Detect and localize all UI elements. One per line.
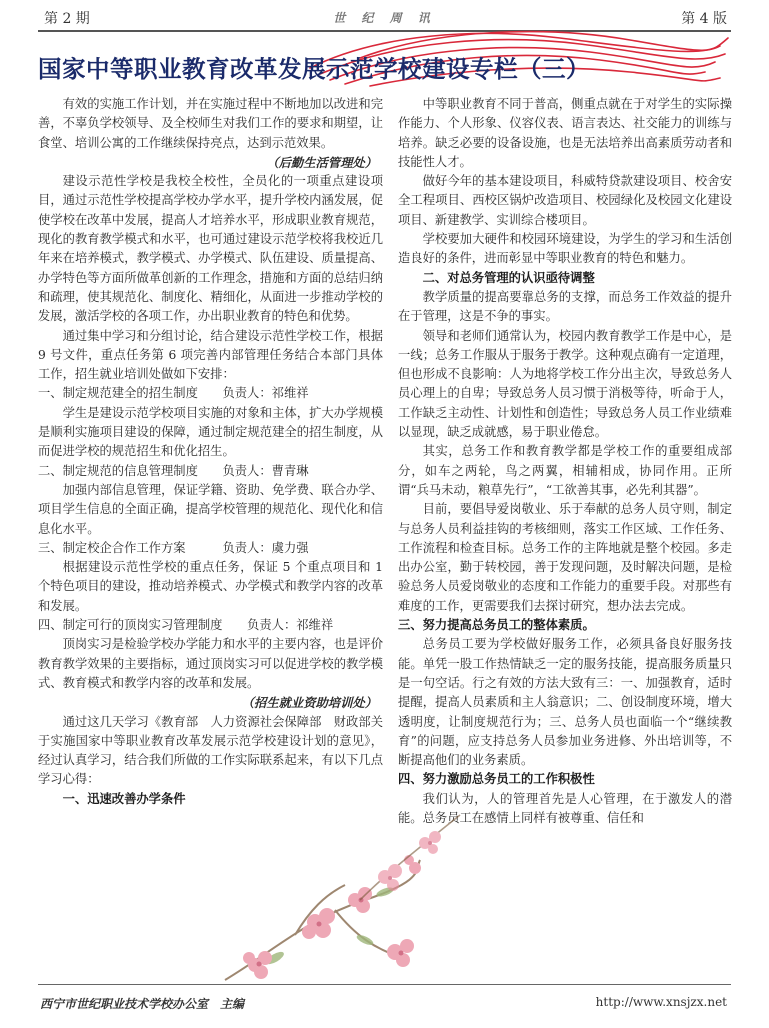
editor-credit: 西宁市世纪职业技术学校办公室 主编 bbox=[40, 997, 245, 1011]
newsletter-name: 世 纪 周 讯 bbox=[333, 11, 436, 25]
page-footer bbox=[38, 984, 731, 1016]
paragraph: 建设示范性学校是我校全校性，全员化的一项重点建设项目，通过示范性学校提高学校办学水平，提升学校内涵发展，促使学校在改革中发展，提高人才培养水平，形成职业教育规范，现化的教育教学模式和水平，也可通过建设示范学校将我校近几年来在培养模式，教学模式、办学模式、队伍建设、质量提高、办学特色等方面所做革创新的工作理念，措施和方面的总结归纳和疏理，使其规范化、制度化、精细化，从面进一步推动学校的发展，激活学校的各项工作，办出职业教育的特色和优势。 bbox=[38, 174, 383, 324]
paragraph: 目前，要倡导爱岗敬业、乐于奉献的总务人员守则，制定与总务人员利益挂钩的考核细则，落实工作区域、工作任务、工作流程和检查目标。总务工作的主阵地就是整个校园。多走出办公室，勤于转校园，善于发现问题，及时解决问题，是检验总务人员爱岗敬业的态度和工作能力的重要手段。对那些有难度的工作，更需要我们去探讨研究，想办法去完成。 bbox=[398, 502, 732, 613]
paragraph: 领导和老师们通常认为，校园内教育教学工作是中心，是一线；总务工作服从于服务于教学。这种观点确有一定道理，但也形成不良影响：人为地将学校工作分出主次，导致总务人员心理上的自卑；导致总务人员习惯于消极等待，听命于人，工作缺乏主动性、计划性和创造性；导致总务人员工作业绩难以显现，缺乏成就感，易于职业倦怠。 bbox=[398, 328, 732, 440]
website-url: http://www.xnsjzx.net bbox=[595, 995, 727, 1009]
department-signature: （后勤生活管理处） bbox=[266, 154, 377, 170]
task-item-title: 一、制定规范建全的招生制度 负责人：祁维祥 bbox=[38, 386, 309, 401]
paragraph: 有效的实施工作计划，并在实施过程中不断地加以改进和完善，不辜负学校领导、及全校师生对我们工作的要求和期望，让食堂、培训公寓的工作继续保持亮点，达到示范效果。 bbox=[38, 97, 383, 150]
paragraph: 做好今年的基本建设项目，科威特贷款建设项目、校舍安全工程项目、西校区锅炉改造项目、校园绿化及校园文化建设项目、新建教学、实训综合楼项目。 bbox=[398, 174, 732, 227]
task-item-desc: 学生是建设示范学校项目实施的对象和主体，扩大办学规模是顺利实施项目建设的保障，通过制定规范建全的招生制度，从而促进学校的规范招生和优化招生。 bbox=[38, 405, 383, 459]
task-item-title: 二、制定规范的信息管理制度 负责人：曹青琳 bbox=[38, 463, 309, 478]
right-column bbox=[398, 95, 732, 995]
task-item-title: 三、制定校企合作工作方案 负责人：虞力强 bbox=[38, 540, 309, 555]
task-item-title: 四、制定可行的顶岗实习管理制度 负责人：祁维祥 bbox=[38, 618, 334, 633]
task-item-desc: 加强内部信息管理，保证学籍、资助、免学费、联合办学、项目学生信息的全面正确，提高学校管理的规范化、现代化和信息化水平。 bbox=[38, 482, 383, 536]
section-heading: 一、迅速改善办学条件 bbox=[62, 791, 186, 806]
paragraph: 教学质量的提高要靠总务的支撑，而总务工作效益的提升在于管理，这是不争的事实。 bbox=[398, 289, 732, 324]
task-item-desc: 根据建设示范性学校的重点任务，保证 5 个重点项目和 1 个特色项目的建设，推动培养模式、办学模式和教学内容的改革和发展。 bbox=[38, 560, 383, 613]
page-number: 第 4 版 bbox=[681, 11, 727, 27]
paragraph: 中等职业教育不同于普高，侧重点就在于对学生的实际操作能力、个人形象、仪容仪表、语言表达、社交能力的训练与培养。缺乏必要的设备设施，也是无法培养出高素质劳动者和技能性人才。 bbox=[398, 97, 732, 169]
page-title: 国家中等职业教育改革发展示范学校建设专栏（三） bbox=[38, 55, 590, 83]
paragraph: 其实，总务工作和教育教学都是学校工作的重要组成部分，如车之两轮，鸟之两翼，相辅相成，协同作用。正所谓“兵马未动，粮草先行”，“工欲善其事，必先利其器”。 bbox=[398, 444, 732, 497]
paragraph: 总务员工要为学校做好服务工作，必须具备良好服务技能。单凭一股工作热情缺乏一定的服务技能，提高服务质量只是一句空话。行之有效的方法大致有三：一、加强教育，适时提醒，提高人员素质和主人翁意识；二、创设制度环境，增大透明度，让制度规范行为；三、总务人员也面临一个“继续教育”的问题，应支持总务人员参加业务进修、外出培训等，不断提高他们的业务素质。 bbox=[398, 637, 732, 768]
section-heading: 四、努力激励总务员工的工作积极性 bbox=[398, 772, 595, 787]
section-heading: 二、对总务管理的认识亟待调整 bbox=[422, 270, 595, 285]
paragraph: 学校要加大硬件和校园环境建设，为学生的学习和生活创造良好的条件，进而彰显中等职业教育的特色和魅力。 bbox=[398, 232, 732, 266]
task-item-desc: 顶岗实习是检验学校办学能力和水平的主要内容，也是评价教育教学效果的主要指标，通过顶岗实习可以促进学校的教学模式、教育模式和教学内容的改革和发展。 bbox=[38, 637, 383, 690]
paragraph: 我们认为，人的管理首先是人心管理，在于激发人的潜能。总务员工在感情上同样有被尊重、信任和 bbox=[398, 791, 732, 825]
left-column bbox=[38, 95, 383, 957]
section-heading: 三、努力提高总务员工的整体素质。 bbox=[398, 618, 595, 633]
paragraph: 通过集中学习和分组讨论，结合建设示范性学校工作，根据 9 号文件，重点任务第 6 项完善内部管理任务结合本部门具体工作，招生就业培训处做如下安排： bbox=[38, 328, 383, 382]
department-signature: （招生就业资助培训处） bbox=[241, 695, 377, 711]
issue-number: 第 2 期 bbox=[44, 11, 90, 27]
paragraph: 通过这几天学习《教育部 人力资源社会保障部 财政部关于实施国家中等职业教育改革发展示范学校建设计划的意见》，经过认真学习，结合我们所做的工作实际联系起来，有以下几点学习心得： bbox=[38, 714, 383, 787]
